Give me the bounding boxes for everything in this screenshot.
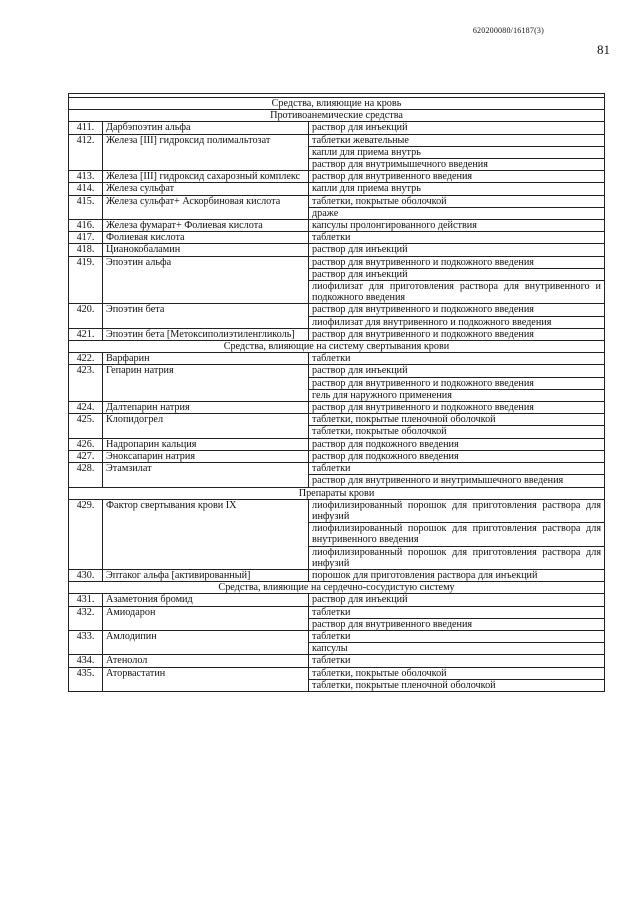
drug-name: Дарбэпоэтин альфа (103, 122, 309, 134)
drug-row (69, 256, 605, 268)
dosage-form: капсулы (309, 643, 605, 655)
drug-name: Варфарин (103, 353, 309, 365)
dosage-form: драже (309, 207, 605, 219)
drug-number: 434. (69, 655, 103, 667)
drug-name: Фактор свертывания крови IX (103, 499, 309, 569)
section-title: Средства, влияющие на сердечно-сосудистую систему (69, 582, 605, 594)
dosage-form: таблетки (309, 232, 605, 244)
section-title: Противоанемические средства (69, 110, 605, 122)
drug-number: 424. (69, 402, 103, 414)
drug-name: Железа [III] гидроксид сахарозный комплекс (103, 171, 309, 183)
drug-name: Железа фумарат+ Фолиевая кислота (103, 220, 309, 232)
drug-row (69, 438, 605, 450)
drug-number: 429. (69, 499, 103, 569)
drug-name: Эпоэтин альфа (103, 256, 309, 304)
dosage-form: раствор для внутримышечного введения (309, 159, 605, 171)
drug-row (69, 353, 605, 365)
dosage-form: раствор для внутривенного и подкожного введения (309, 402, 605, 414)
drug-number: 413. (69, 171, 103, 183)
drug-row (69, 606, 605, 618)
drug-number: 414. (69, 183, 103, 195)
dosage-form: раствор для инъекций (309, 594, 605, 606)
dosage-form: раствор для инъекций (309, 365, 605, 377)
dosage-form: раствор для инъекций (309, 268, 605, 280)
dosage-form: капли для приема внутрь (309, 146, 605, 158)
drug-number: 411. (69, 122, 103, 134)
drug-row (69, 569, 605, 581)
dosage-form: таблетки (309, 655, 605, 667)
drug-row (69, 220, 605, 232)
dosage-form: раствор для инъекций (309, 122, 605, 134)
page-number: 81 (597, 42, 610, 57)
drug-row (69, 402, 605, 414)
drug-name: Этамзилат (103, 463, 309, 487)
dosage-form: таблетки (309, 353, 605, 365)
section-header-row (69, 98, 605, 110)
dosage-form: таблетки (309, 606, 605, 618)
dosage-form: раствор для подкожного введения (309, 450, 605, 462)
dosage-form: таблетки жевательные (309, 134, 605, 146)
dosage-form: таблетки, покрытые пленочной оболочкой (309, 679, 605, 691)
drug-row (69, 328, 605, 340)
drug-number: 426. (69, 438, 103, 450)
drug-number: 418. (69, 244, 103, 256)
drug-row (69, 365, 605, 377)
section-header-row (69, 341, 605, 353)
drug-number: 430. (69, 569, 103, 581)
drug-name: Железа сульфат+ Аскорбиновая кислота (103, 195, 309, 219)
dosage-form: порошок для приготовления раствора для инъекций (309, 569, 605, 581)
drug-name: Эпоэтин бета [Метоксиполиэтиленгликоль] (103, 328, 309, 340)
dosage-form: таблетки (309, 630, 605, 642)
dosage-form: раствор для внутривенного и подкожного введения (309, 256, 605, 268)
drug-number: 420. (69, 304, 103, 328)
dosage-form: таблетки (309, 463, 605, 475)
drug-name: Далтепарин натрия (103, 402, 309, 414)
dosage-form: лиофилизированный порошок для приготовления раствора для инфузий (309, 546, 605, 569)
drug-row (69, 122, 605, 134)
drug-name: Фолиевая кислота (103, 232, 309, 244)
drug-name: Гепарин натрия (103, 365, 309, 402)
drug-row (69, 171, 605, 183)
drug-row (69, 232, 605, 244)
drug-number: 433. (69, 630, 103, 654)
drug-row (69, 463, 605, 475)
drug-row (69, 594, 605, 606)
drug-row (69, 630, 605, 642)
drug-name: Надропарин кальция (103, 438, 309, 450)
drug-number: 416. (69, 220, 103, 232)
drug-number: 432. (69, 606, 103, 630)
dosage-form: капли для приема внутрь (309, 183, 605, 195)
dosage-form: раствор для внутривенного и внутримышечного введения (309, 475, 605, 487)
document-id: 620200080/16187(3) (472, 26, 544, 35)
drug-row (69, 414, 605, 426)
dosage-form: таблетки, покрытые оболочкой (309, 195, 605, 207)
section-header-row (69, 582, 605, 594)
section-title: Средства, влияющие на систему свертывания крови (69, 341, 605, 353)
section-header-row (69, 110, 605, 122)
dosage-form: капсулы пролонгированного действия (309, 220, 605, 232)
drug-row (69, 667, 605, 679)
dosage-form: раствор для подкожного введения (309, 438, 605, 450)
drug-row (69, 183, 605, 195)
dosage-form: лиофилизированный порошок для приготовления раствора для внутривенного введения (309, 523, 605, 546)
drug-number: 431. (69, 594, 103, 606)
dosage-form: лиофилизат для внутривенного и подкожного введения (309, 316, 605, 328)
drug-number: 423. (69, 365, 103, 402)
drug-number: 421. (69, 328, 103, 340)
dosage-form: раствор для инъекций (309, 244, 605, 256)
drug-row (69, 499, 605, 522)
drug-name: Железа [III] гидроксид полимальтозат (103, 134, 309, 171)
drug-name: Железа сульфат (103, 183, 309, 195)
drug-name: Цианокобаламин (103, 244, 309, 256)
drug-row (69, 450, 605, 462)
drug-name: Эноксапарин натрия (103, 450, 309, 462)
drug-number: 422. (69, 353, 103, 365)
dosage-form: раствор для внутривенного введения (309, 618, 605, 630)
dosage-form: таблетки, покрытые оболочкой (309, 667, 605, 679)
dosage-form: лиофилизированный порошок для приготовления раствора для инфузий (309, 499, 605, 522)
drug-list-table (68, 93, 605, 692)
drug-number: 417. (69, 232, 103, 244)
dosage-form: раствор для внутривенного и подкожного введения (309, 304, 605, 316)
drug-name: Клопидогрел (103, 414, 309, 438)
drug-number: 428. (69, 463, 103, 487)
drug-name: Эпоэтин бета (103, 304, 309, 328)
drug-number: 435. (69, 667, 103, 691)
drug-number: 415. (69, 195, 103, 219)
drug-row (69, 655, 605, 667)
drug-name: Азаметония бромид (103, 594, 309, 606)
dosage-form: раствор для внутривенного и подкожного введения (309, 328, 605, 340)
dosage-form: раствор для внутривенного и подкожного введения (309, 377, 605, 389)
drug-number: 425. (69, 414, 103, 438)
dosage-form: таблетки, покрытые пленочной оболочкой (309, 414, 605, 426)
drug-row (69, 195, 605, 207)
dosage-form: таблетки, покрытые оболочкой (309, 426, 605, 438)
section-title: Препараты крови (69, 487, 605, 499)
dosage-form: гель для наружного применения (309, 389, 605, 401)
drug-name: Атенолол (103, 655, 309, 667)
drug-name: Амиодарон (103, 606, 309, 630)
drug-row (69, 134, 605, 146)
drug-number: 427. (69, 450, 103, 462)
drug-name: Амлодипин (103, 630, 309, 654)
drug-name: Аторвастатин (103, 667, 309, 691)
drug-name: Эптаког альфа [активированный] (103, 569, 309, 581)
section-title: Средства, влияющие на кровь (69, 98, 605, 110)
section-header-row (69, 487, 605, 499)
drug-number: 419. (69, 256, 103, 304)
dosage-form: раствор для внутривенного введения (309, 171, 605, 183)
dosage-form: лиофилизат для приготовления раствора для внутривенного и подкожного введения (309, 281, 605, 304)
drug-number: 412. (69, 134, 103, 171)
drug-row (69, 244, 605, 256)
drug-row (69, 304, 605, 316)
